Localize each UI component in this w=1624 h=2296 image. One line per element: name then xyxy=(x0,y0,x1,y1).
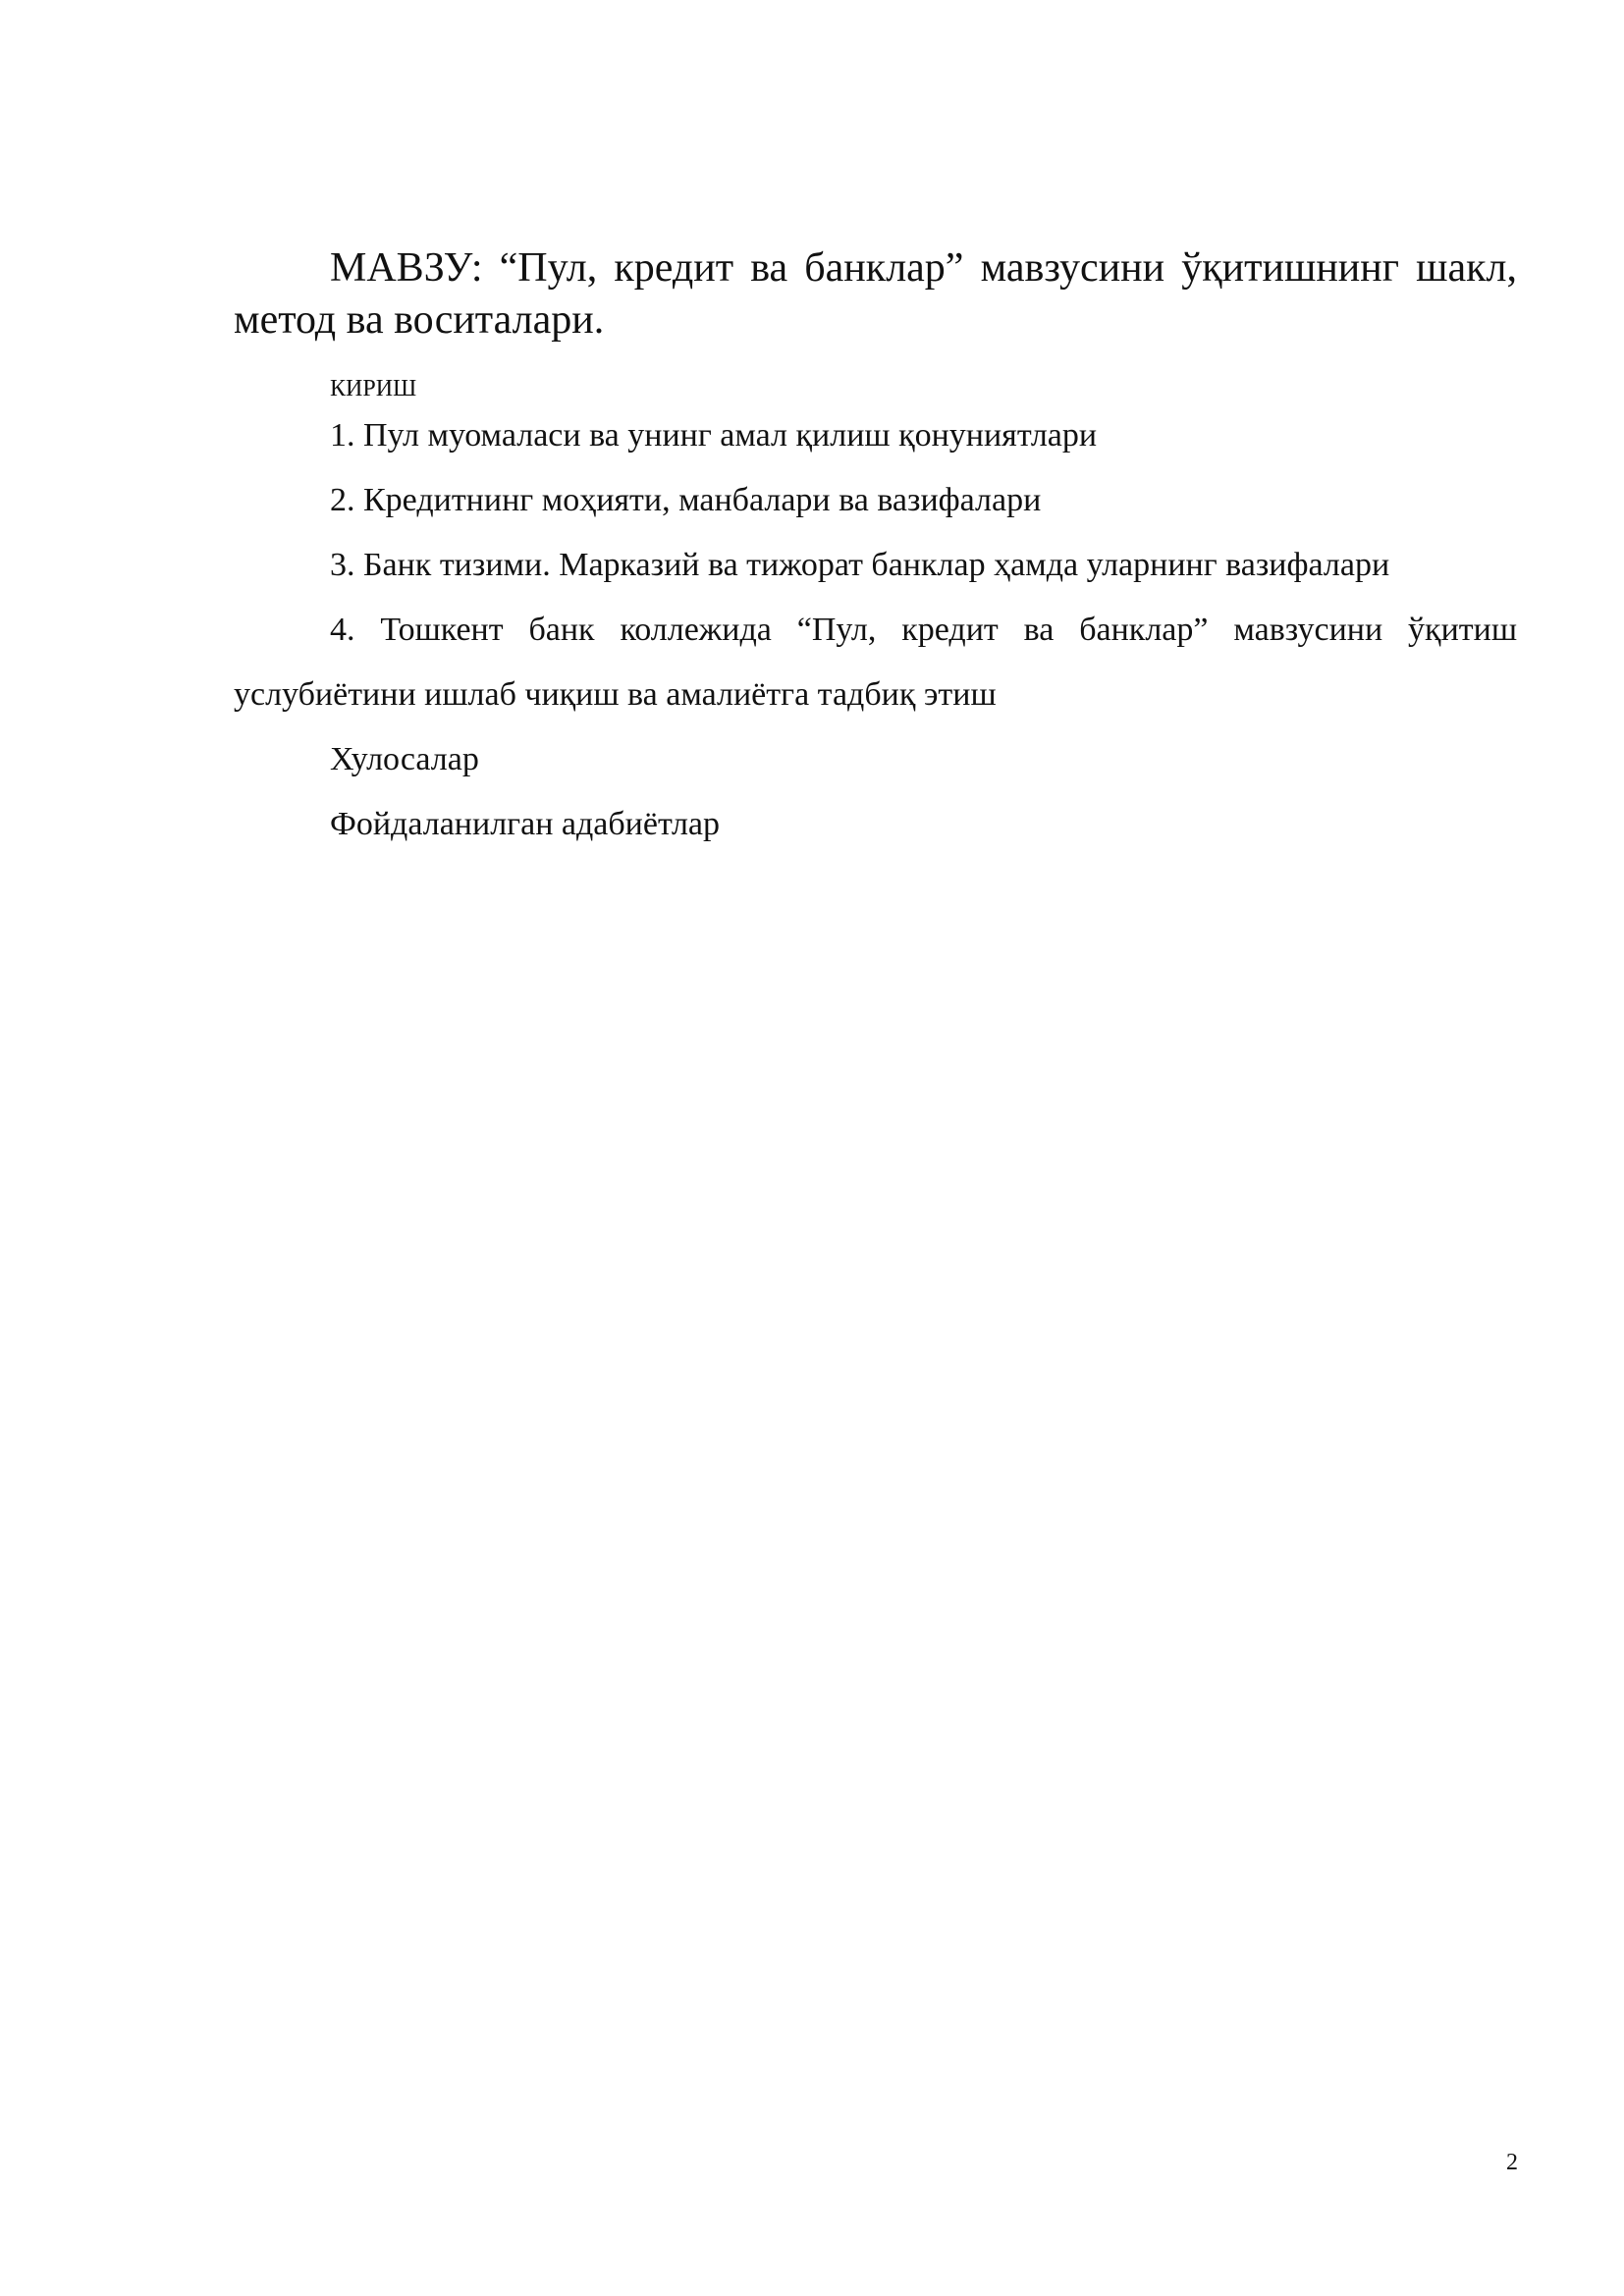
toc-item-references: Фойдаланилган адабиётлар xyxy=(330,806,721,842)
toc-item-1: 1. Пул муомаласи ва унинг амал қилиш қонуниятлари xyxy=(330,417,1098,454)
document-content xyxy=(234,242,1517,857)
page-number: 2 xyxy=(1506,2150,1518,2175)
page-title: МАВЗУ: “Пул, кредит ва банклар” мавзусини ўқитишнинг шакл, метод ва воситалари. xyxy=(234,245,1517,343)
toc-item-4: 4. Тошкент банк коллежида “Пул, кредит ва банклар” мавзусини ўқитиш услубиётини ишлаб чиқиш ва амалиётга тадбиқ этиш xyxy=(234,612,1517,713)
toc-item-conclusions: Хулосалар xyxy=(330,741,479,777)
intro-label: КИРИШ xyxy=(330,376,417,401)
toc-item-2: 2. Кредитнинг моҳияти, манбалари ва вазифалари xyxy=(330,482,1042,518)
toc-item-3: 3. Банк тизими. Марказий ва тижорат банклар ҳамда уларнинг вазифалари xyxy=(330,547,1390,583)
